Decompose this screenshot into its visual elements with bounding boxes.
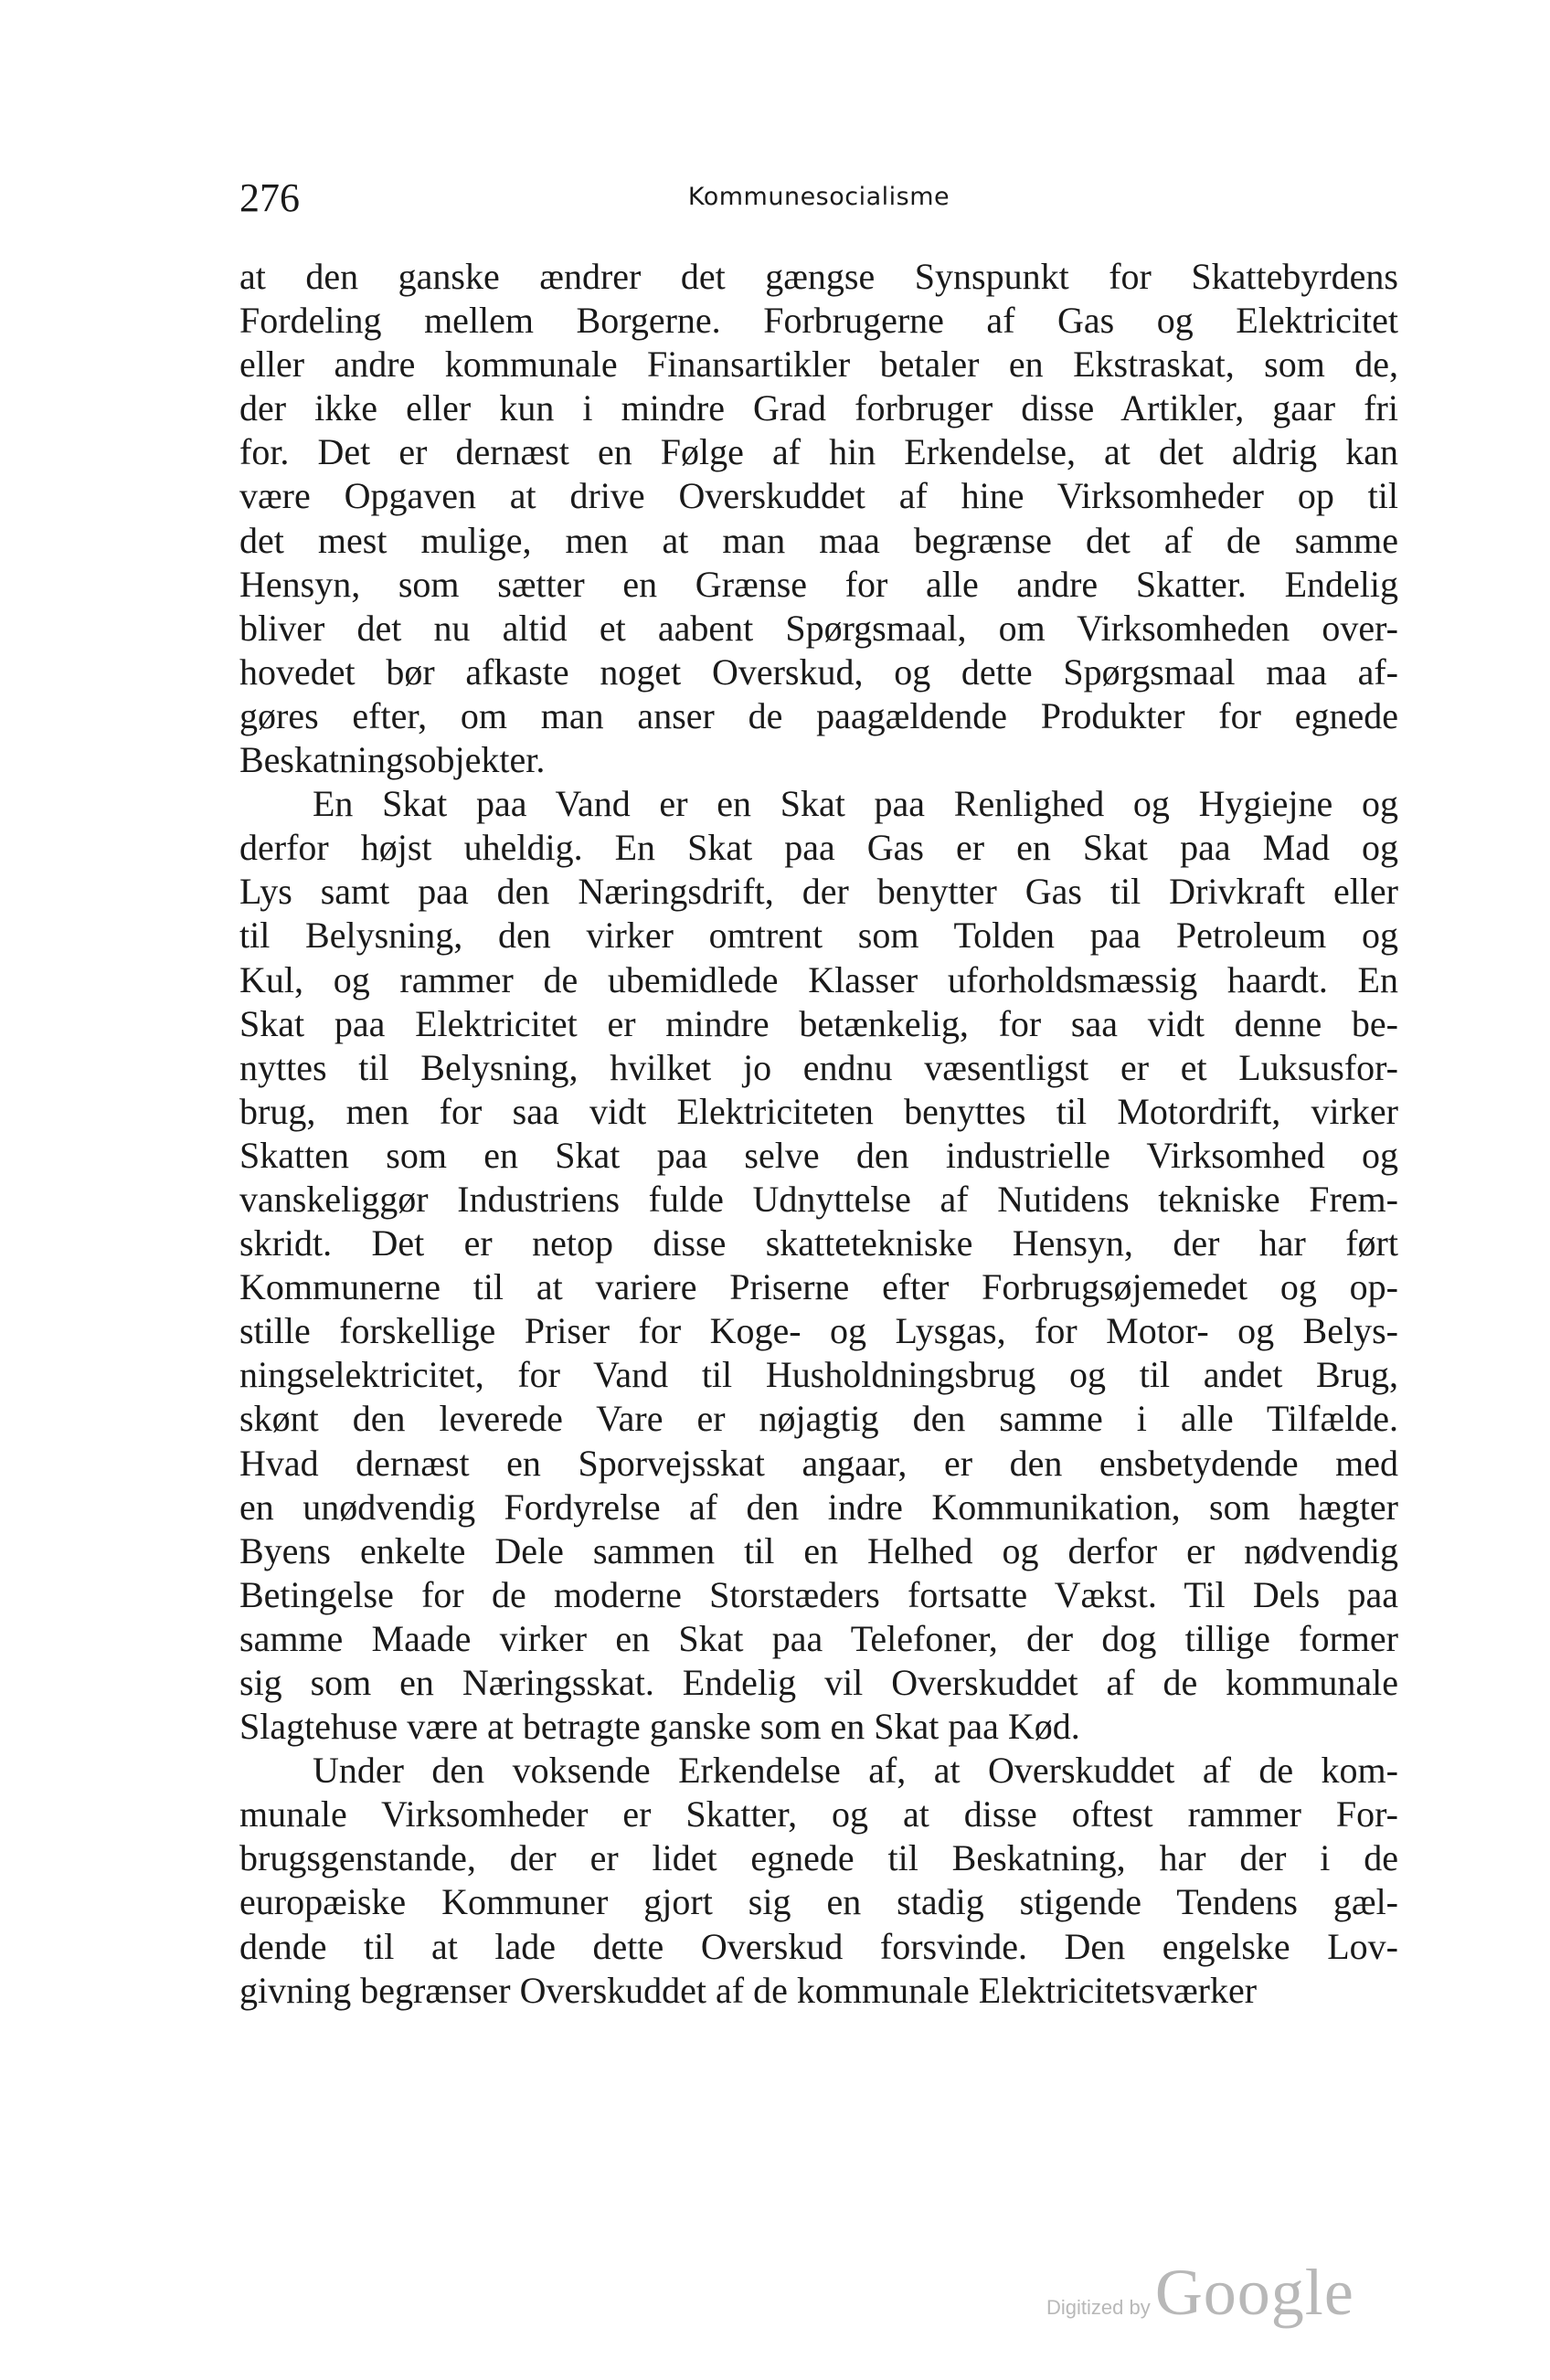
- text-line: skridt. Det er netop disse skattetekniske Hensyn, der har ført: [239, 1222, 1398, 1264]
- text-line: ningselektricitet, for Vand til Husholdningsbrug og til andet Brug,: [239, 1354, 1398, 1396]
- page-number: 276: [239, 175, 300, 220]
- text-line: derfor højst uheldig. En Skat paa Gas er en Skat paa Mad og: [239, 827, 1398, 869]
- text-line: hovedet bør afkaste noget Overskud, og dette Spørgsmaal maa af-: [239, 651, 1398, 693]
- running-head: Kommunesocialisme: [687, 183, 950, 211]
- paragraph: [239, 1749, 1398, 2013]
- text-line: munale Virksomheder er Skatter, og at disse oftest rammer For-: [239, 1793, 1398, 1835]
- text-line: Skatten som en Skat paa selve den industrielle Virksomhed og: [239, 1134, 1398, 1176]
- text-line: til Belysning, den virker omtrent som Tolden paa Petroleum og: [239, 915, 1398, 957]
- body-text: [239, 255, 1398, 2013]
- paragraph: [239, 255, 1398, 782]
- text-line: Byens enkelte Dele sammen til en Helhed og derfor er nødvendig: [239, 1529, 1398, 1571]
- text-line: Kul, og rammer de ubemidlede Klasser uforholdsmæssig haardt. En: [239, 958, 1398, 1000]
- text-line: sig som en Næringsskat. Endelig vil Overskuddet af de kommunale: [239, 1662, 1398, 1703]
- text-line: samme Maade virker en Skat paa Telefoner, der dog tillige former: [239, 1617, 1398, 1659]
- text-line: givning begrænser Overskuddet af de kommunale Elektricitetsværker: [239, 1969, 1258, 2011]
- text-line: være Opgaven at drive Overskuddet af hine Virksomheder op til: [239, 475, 1398, 517]
- text-line: nyttes til Belysning, hvilket jo endnu væsentligst er et Luksusfor-: [239, 1046, 1398, 1088]
- text-line: Beskatningsobjekter.: [239, 739, 546, 781]
- watermark-prefix: Digitized by: [1046, 2296, 1151, 2319]
- text-line: Hvad dernæst en Sporvejsskat angaar, er den ensbetydende med: [239, 1442, 1398, 1484]
- page-header: [239, 175, 1398, 221]
- text-line: Kommunerne til at variere Priserne efter Forbrugsøjemedet og op-: [239, 1266, 1398, 1308]
- text-line: Hensyn, som sætter en Grænse for alle andre Skatter. Endelig: [239, 563, 1398, 605]
- text-line: det mest mulige, men at man maa begrænse det af de samme: [239, 519, 1398, 561]
- text-line: skønt den leverede Vare er nøjagtig den samme i alle Tilfælde.: [239, 1398, 1398, 1440]
- text-line: Under den voksende Erkendelse af, at Overskuddet af de kom-: [313, 1750, 1398, 1792]
- text-line: Fordeling mellem Borgerne. Forbrugerne af Gas og Elektricitet: [239, 300, 1398, 342]
- google-logo: Google: [1154, 2256, 1354, 2329]
- text-line: eller andre kommunale Finansartikler betaler en Ekstraskat, som de,: [239, 344, 1398, 386]
- paragraph: [239, 782, 1398, 1749]
- text-line: der ikke eller kun i mindre Grad forbruger disse Artikler, gaar fri: [239, 387, 1398, 429]
- text-line: brug, men for saa vidt Elektriciteten benyttes til Motordrift, virker: [239, 1090, 1398, 1132]
- text-line: gøres efter, om man anser de paagældende Produkter for egnede: [239, 694, 1398, 736]
- text-line: en unødvendig Fordyrelse af den indre Kommunikation, som hægter: [239, 1486, 1398, 1528]
- text-line: for. Det er dernæst en Følge af hin Erkendelse, at det aldrig kan: [239, 431, 1398, 473]
- text-line: bliver det nu altid et aabent Spørgsmaal, om Virksomheden over-: [239, 607, 1398, 649]
- text-line: Lys samt paa den Næringsdrift, der benytter Gas til Drivkraft eller: [239, 871, 1398, 913]
- text-line: stille forskellige Priser for Koge- og Lysgas, for Motor- og Belys-: [239, 1310, 1398, 1352]
- text-line: Slagtehuse være at betragte ganske som en Skat paa Kød.: [239, 1706, 1080, 1748]
- text-line: europæiske Kommuner gjort sig en stadig stigende Tendens gæl-: [239, 1881, 1398, 1923]
- text-line: vanskeliggør Industriens fulde Udnyttelse af Nutidens tekniske Frem-: [239, 1178, 1398, 1220]
- digitized-by-watermark: [1046, 2255, 1354, 2331]
- text-line: En Skat paa Vand er en Skat paa Renlighed og Hygiejne og: [313, 783, 1398, 825]
- text-line: brugsgenstande, der er lidet egnede til Beskatning, har der i de: [239, 1837, 1398, 1879]
- text-line: Betingelse for de moderne Storstæders fortsatte Vækst. Til Dels paa: [239, 1573, 1398, 1615]
- text-line: at den ganske ændrer det gængse Synspunkt for Skattebyrdens: [239, 256, 1398, 297]
- text-line: dende til at lade dette Overskud forsvinde. Den engelske Lov-: [239, 1925, 1398, 1967]
- text-line: Skat paa Elektricitet er mindre betænkelig, for saa vidt denne be-: [239, 1002, 1398, 1044]
